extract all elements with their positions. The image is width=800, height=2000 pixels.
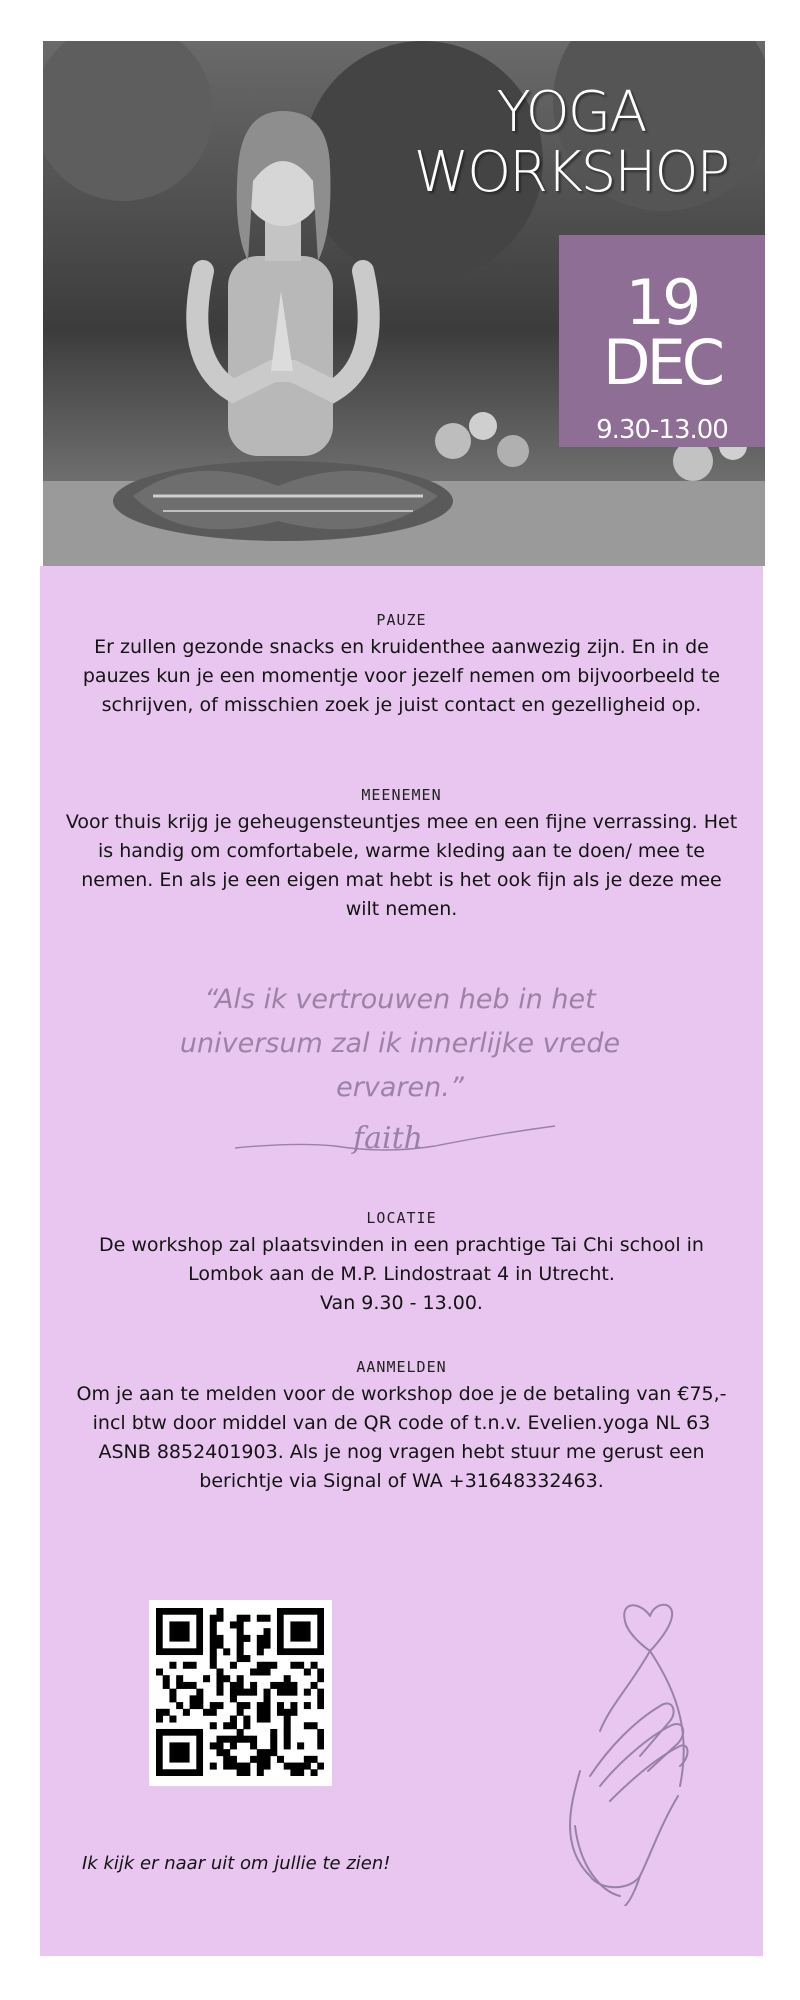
title-line-workshop: WORKSHOP [413, 140, 729, 205]
title-line-yoga: YOGA [496, 80, 646, 145]
signature-text: faith [353, 1121, 423, 1156]
date-time: 9.30-13.00 [596, 415, 728, 445]
section-pauze [65, 611, 738, 720]
text-pauze: Er zullen gezonde snacks en kruidenthee aanwezig zijn. En in de pauzes kun je een momentje voor jezelf nemen om bijvoorbeeld te schrijven, of misschien zoek je juist contact en gezelligheid op. [82, 636, 721, 716]
workshop-title [391, 80, 751, 205]
section-locatie [65, 1209, 738, 1318]
hero-photo [43, 41, 765, 566]
section-aanmelden [65, 1358, 738, 1496]
heading-meenemen: MEENEMEN [361, 786, 442, 804]
qr-code-pattern [156, 1608, 324, 1776]
praying-hands-icon [540, 1546, 740, 1906]
qr-code[interactable] [149, 1600, 332, 1786]
section-meenemen [65, 786, 738, 924]
date-day: 19 [625, 266, 699, 339]
heading-aanmelden: AANMELDEN [356, 1358, 447, 1376]
heading-locatie: LOCATIE [366, 1209, 437, 1227]
signature-flourish [235, 1106, 565, 1166]
date-month: DEC [602, 326, 722, 399]
text-meenemen: Voor thuis krijg je geheugensteuntjes mee en een fijne verrassing. Het is handig om comfortabele, warme kleding aan te doen/ mee te nemen. En als je een eigen mat hebt is het ook fijn als je deze mee wilt nemen. [65, 811, 738, 920]
quote-text: “Als ik vertrouwen heb in het universum zal ik innerlijke vrede ervaren.” [179, 984, 621, 1103]
text-aanmelden: Om je aan te melden voor de workshop doe je de betaling van €75,- incl btw door middel van de QR code of t.n.v. Evelien.yoga NL 63 ASNB 8852401903. Als je nog vragen hebt stuur me gerust een berichtje via Signal of WA +31648332463. [76, 1383, 727, 1492]
info-panel [40, 566, 763, 1956]
text-locatie-hours: Van 9.30 - 13.00. [320, 1292, 483, 1314]
text-locatie: De workshop zal plaatsvinden in een prachtige Tai Chi school in Lombok aan de M.P. Lindostraat 4 in Utrecht. [99, 1234, 704, 1285]
date-box [559, 235, 765, 447]
closing-text: Ik kijk er naar uit om jullie te zien! [82, 1853, 391, 1874]
heading-pauze: PAUZE [376, 611, 427, 629]
